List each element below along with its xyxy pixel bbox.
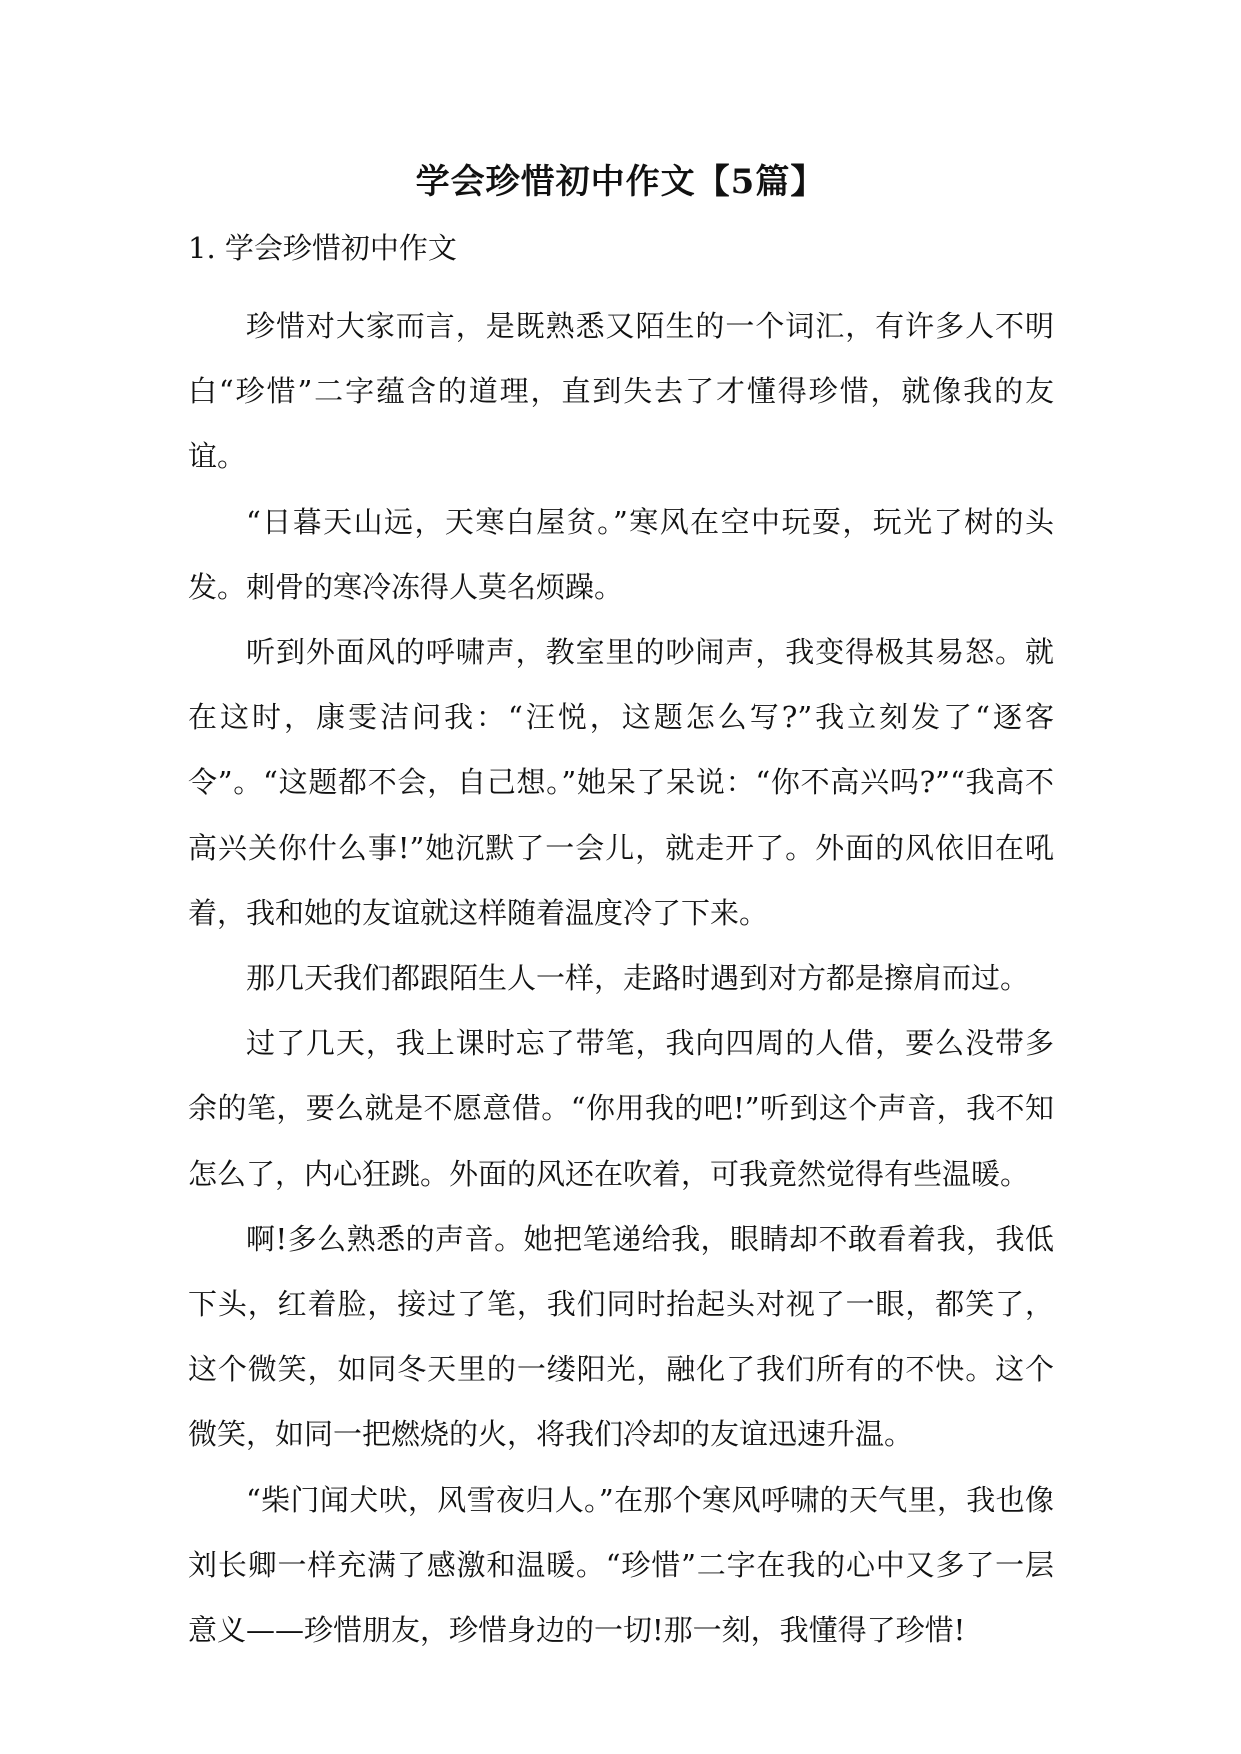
paragraph: “日暮天山远，天寒白屋贫。”寒风在空中玩耍，玩光了树的头发。刺骨的寒冷冻得人莫名烦躁。 xyxy=(188,504,1054,604)
paragraph: 啊!多么熟悉的声音。她把笔递给我，眼睛却不敢看着我，我低下头，红着脸，接过了笔，我们同时抬起头对视了一眼，都笑了，这个微笑，如同冬天里的一缕阳光，融化了我们所有的不快。这个微笑，如同一把燃烧的火，将我们冷却的友谊迅速升温。 xyxy=(188,1221,1054,1452)
paragraph: 听到外面风的呼啸声，教室里的吵闹声，我变得极其易怒。就在这时，康雯洁问我：“汪悦，这题怎么写?”我立刻发了“逐客令”。“这题都不会，自己想。”她呆了呆说：“你不高兴吗?”“我高不高兴关你什么事!”她沉默了一会儿，就走开了。外面的风依旧在吼着，我和她的友谊就这样随着温度冷了下来。 xyxy=(188,635,1054,930)
document-title: 学会珍惜初中作文【5篇】 xyxy=(415,162,826,202)
essay-body xyxy=(188,294,1054,1663)
paragraph: 珍惜对大家而言，是既熟悉又陌生的一个词汇，有许多人不明白“珍惜”二字蕴含的道理，直到失去了才懂得珍惜，就像我的友谊。 xyxy=(188,309,1054,474)
paragraph: 那几天我们都跟陌生人一样，走路时遇到对方都是擦肩而过。 xyxy=(246,961,1030,996)
paragraph: 过了几天，我上课时忘了带笔，我向四周的人借，要么没带多余的笔，要么就是不愿意借。“你用我的吧!”听到这个声音，我不知怎么了，内心狂跳。外面的风还在吹着，可我竟然觉得有些温暖。 xyxy=(188,1026,1054,1191)
section-heading: 1. 学会珍惜初中作文 xyxy=(188,231,457,265)
paragraph: “柴门闻犬吠，风雪夜归人。”在那个寒风呼啸的天气里，我也像刘长卿一样充满了感激和温暖。“珍惜”二字在我的心中又多了一层意义——珍惜朋友，珍惜身边的一切!那一刻，我懂得了珍惜! xyxy=(188,1482,1054,1648)
